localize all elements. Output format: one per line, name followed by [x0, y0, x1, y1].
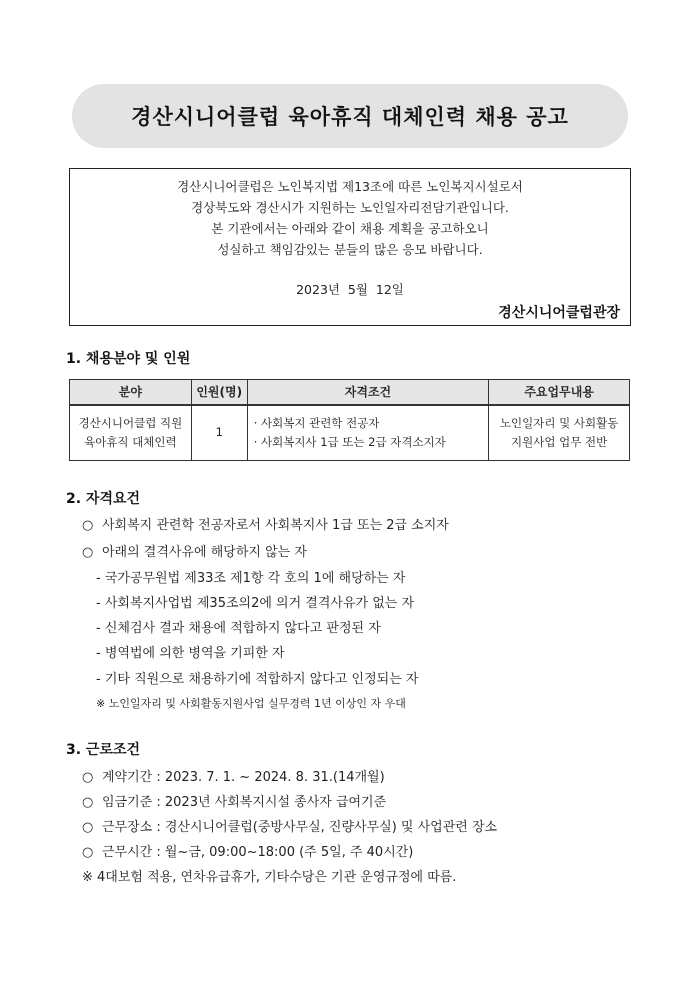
work-condition-item — [82, 766, 385, 785]
disqualification-item: - 병역법에 의한 병역을 기피한 자 — [96, 646, 285, 661]
notice-line: 성실하고 책임감있는 분들의 많은 응모 바랍니다. — [217, 242, 483, 257]
cell-qualification — [247, 405, 489, 461]
work-condition-text: 근무시간 : 월~금, 09:00~18:00 (주 5일, 주 40시간) — [102, 845, 414, 860]
cell-duties — [489, 405, 630, 461]
work-condition-text: 임금기준 : 2023년 사회복지시설 종사자 급여기준 — [102, 795, 387, 810]
qualification-item — [82, 514, 449, 533]
notice-line: 본 기관에서는 아래와 같이 채용 계획을 공고하오니 — [211, 221, 489, 236]
header-qualification: 자격조건 — [247, 380, 489, 405]
notice-line: 경상북도와 경산시가 지원하는 노인일자리전담기관입니다. — [191, 200, 509, 215]
header-count: 인원(명) — [191, 380, 247, 405]
circle-bullet-icon: ○ — [82, 845, 94, 860]
circle-bullet-icon: ○ — [82, 518, 94, 533]
cell-field-line: 경산시니어클럽 직원 — [78, 415, 183, 430]
disqualification-item: - 사회복지사업법 제35조의2에 의거 결격사유가 없는 자 — [96, 596, 415, 611]
cell-duties-line: 지원사업 업무 전반 — [511, 434, 608, 449]
notice-signer: 경산시니어클럽관장 — [498, 305, 620, 321]
section1-title: 1. 채용분야 및 인원 — [66, 351, 191, 367]
insurance-note: ※ 4대보험 적용, 연차유급휴가, 기타수당은 기관 운영규정에 따름. — [82, 870, 457, 885]
work-condition-item — [82, 791, 386, 810]
section2-title: 2. 자격요건 — [66, 491, 141, 507]
circle-bullet-icon: ○ — [82, 795, 94, 810]
table-row — [70, 405, 630, 461]
table-header-row — [70, 380, 630, 405]
cell-field-line: 육아휴직 대체인력 — [84, 434, 177, 449]
qualification-text: 사회복지 관련학 전공자로서 사회복지사 1급 또는 2급 소지자 — [102, 518, 449, 533]
qualification-text: 아래의 결격사유에 해당하지 않는 자 — [102, 545, 307, 560]
notice-date: 2023년 5월 12일 — [296, 282, 404, 297]
work-condition-text: 근무장소 : 경산시니어클럽(중방사무실, 진량사무실) 및 사업관련 장소 — [102, 820, 498, 835]
recruit-table — [69, 379, 630, 461]
disqualification-item: - 신체검사 결과 채용에 적합하지 않다고 판정된 자 — [96, 621, 381, 636]
header-field: 분야 — [70, 380, 192, 405]
cell-field — [70, 405, 192, 461]
page-title: 경산시니어클럽 육아휴직 대체인력 채용 공고 — [131, 105, 569, 129]
circle-bullet-icon: ○ — [82, 820, 94, 835]
work-condition-text: 계약기간 : 2023. 7. 1. ~ 2024. 8. 31.(14개월) — [102, 770, 385, 785]
circle-bullet-icon: ○ — [82, 770, 94, 785]
disqualification-item: - 기타 직원으로 채용하기에 적합하지 않다고 인정되는 자 — [96, 672, 419, 687]
header-duties: 주요업무내용 — [489, 380, 630, 405]
qualification-item — [82, 541, 307, 560]
disqualification-item: - 국가공무원법 제33조 제1항 각 호의 1에 해당하는 자 — [96, 571, 406, 586]
work-condition-item — [82, 816, 497, 835]
circle-bullet-icon: ○ — [82, 545, 94, 560]
work-condition-item — [82, 841, 413, 860]
preference-note: ※ 노인일자리 및 사회활동지원사업 실무경력 1년 이상인 자 우대 — [96, 697, 406, 710]
title-banner — [72, 84, 628, 148]
cell-duties-line: 노인일자리 및 사회활동 — [499, 415, 619, 430]
cell-count: 1 — [191, 405, 247, 461]
notice-box — [69, 168, 631, 326]
cell-qualification-line: · 사회복지 관련학 전공자 — [253, 415, 380, 430]
notice-line: 경산시니어클럽은 노인복지법 제13조에 따른 노인복지시설로서 — [177, 179, 523, 194]
cell-qualification-line: · 사회복지사 1급 또는 2급 자격소지자 — [253, 434, 446, 449]
section3-title: 3. 근로조건 — [66, 742, 141, 758]
